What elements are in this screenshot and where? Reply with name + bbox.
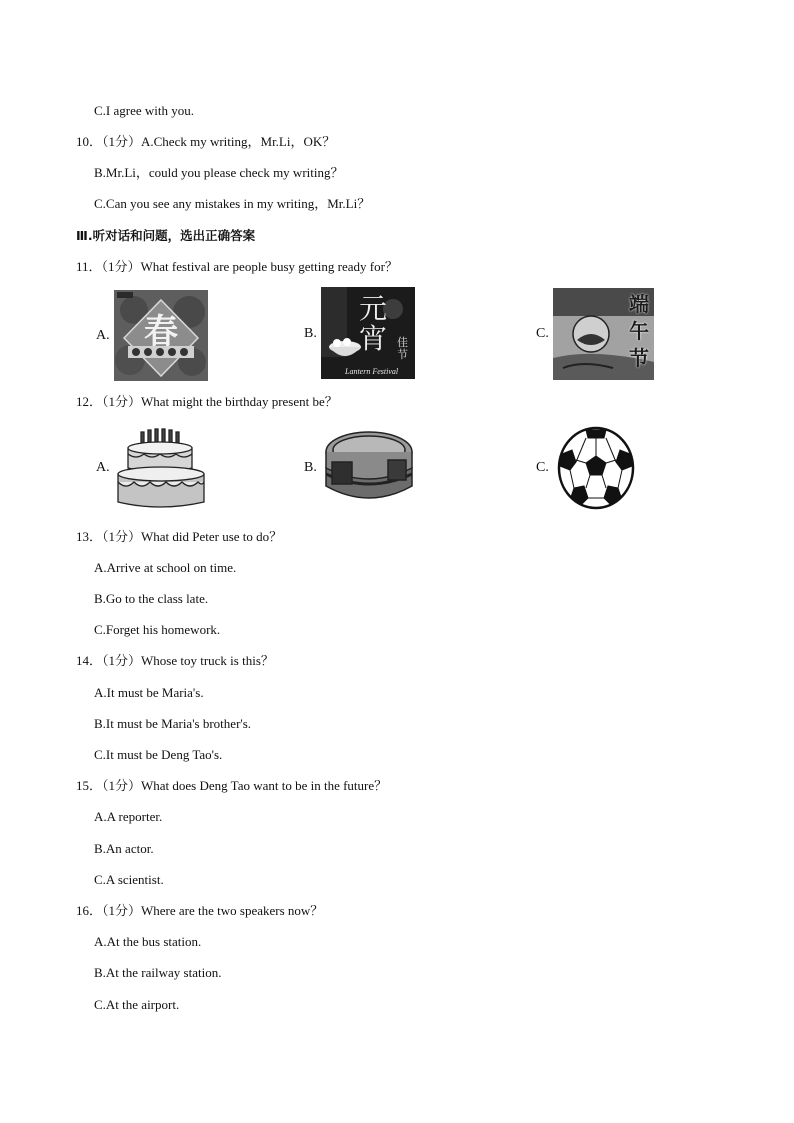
q10-option-b: B.Mr.Li，could you please check my writing？ [94,165,344,180]
q11-label-c: C. [536,326,549,341]
q15-question: 15．（1分）What does Deng Tao want to be in the future？ [76,778,388,793]
spring-char: 春 [144,314,178,351]
q12-question: 12．（1分）What might the birthday present be？ [76,394,338,409]
birthday-cake-icon [114,424,210,510]
q15-option-c: C.A scientist. [94,872,164,887]
q12-label-b: B. [304,460,317,475]
q16-option-b: B.At the railway station. [94,965,222,980]
q13-option-b: B.Go to the class late. [94,591,209,606]
q10-option-c: C.Can you see any mistakes in my writing，Mr.Li？ [94,196,371,211]
q15-option-b: B.An actor. [94,841,154,856]
lantern-big-chars: 元宵 [359,294,388,355]
q14-option-b: B.It must be Maria's brother's. [94,716,252,731]
section-heading: Ⅲ.听对话和问题，选出正确答案 [76,228,256,243]
q14-question: 14．（1分）Whose toy truck is this？ [76,653,274,668]
dragon-boat-chars: 端午节 [629,294,649,370]
q14-option-c: C.It must be Deng Tao's. [94,747,223,762]
spring-festival-poster [114,290,208,381]
q12-label-a: A. [96,460,110,475]
soccer-ball-icon [556,426,636,510]
lantern-english: Lantern Festival [345,367,399,376]
lantern-festival-poster [321,287,415,379]
lunch-box-icon [320,428,418,508]
q11-label-a: A. [96,328,110,343]
q13-option-a: A.Arrive at school on time. [94,560,237,575]
q11-question: 11．（1分）What festival are people busy getting ready for？ [76,259,398,274]
q16-option-c: C.At the airport. [94,997,180,1012]
q12-label-c: C. [536,460,549,475]
q9-option-c: C.I agree with you. [94,103,195,118]
q14-option-a: A.It must be Maria's. [94,685,204,700]
q11-label-b: B. [304,326,317,341]
q13-option-c: C.Forget his homework. [94,622,221,637]
q15-option-a: A.A reporter. [94,809,163,824]
q16-option-a: A.At the bus station. [94,934,202,949]
q16-question: 16．（1分）Where are the two speakers now？ [76,903,324,918]
lantern-small-chars: 佳节 [397,337,408,361]
q10-question: 10．（1分）A.Check my writing，Mr.Li，OK？ [76,134,336,149]
q13-question: 13．（1分）What did Peter use to do？ [76,529,283,544]
dragon-boat-festival-poster [553,288,654,380]
